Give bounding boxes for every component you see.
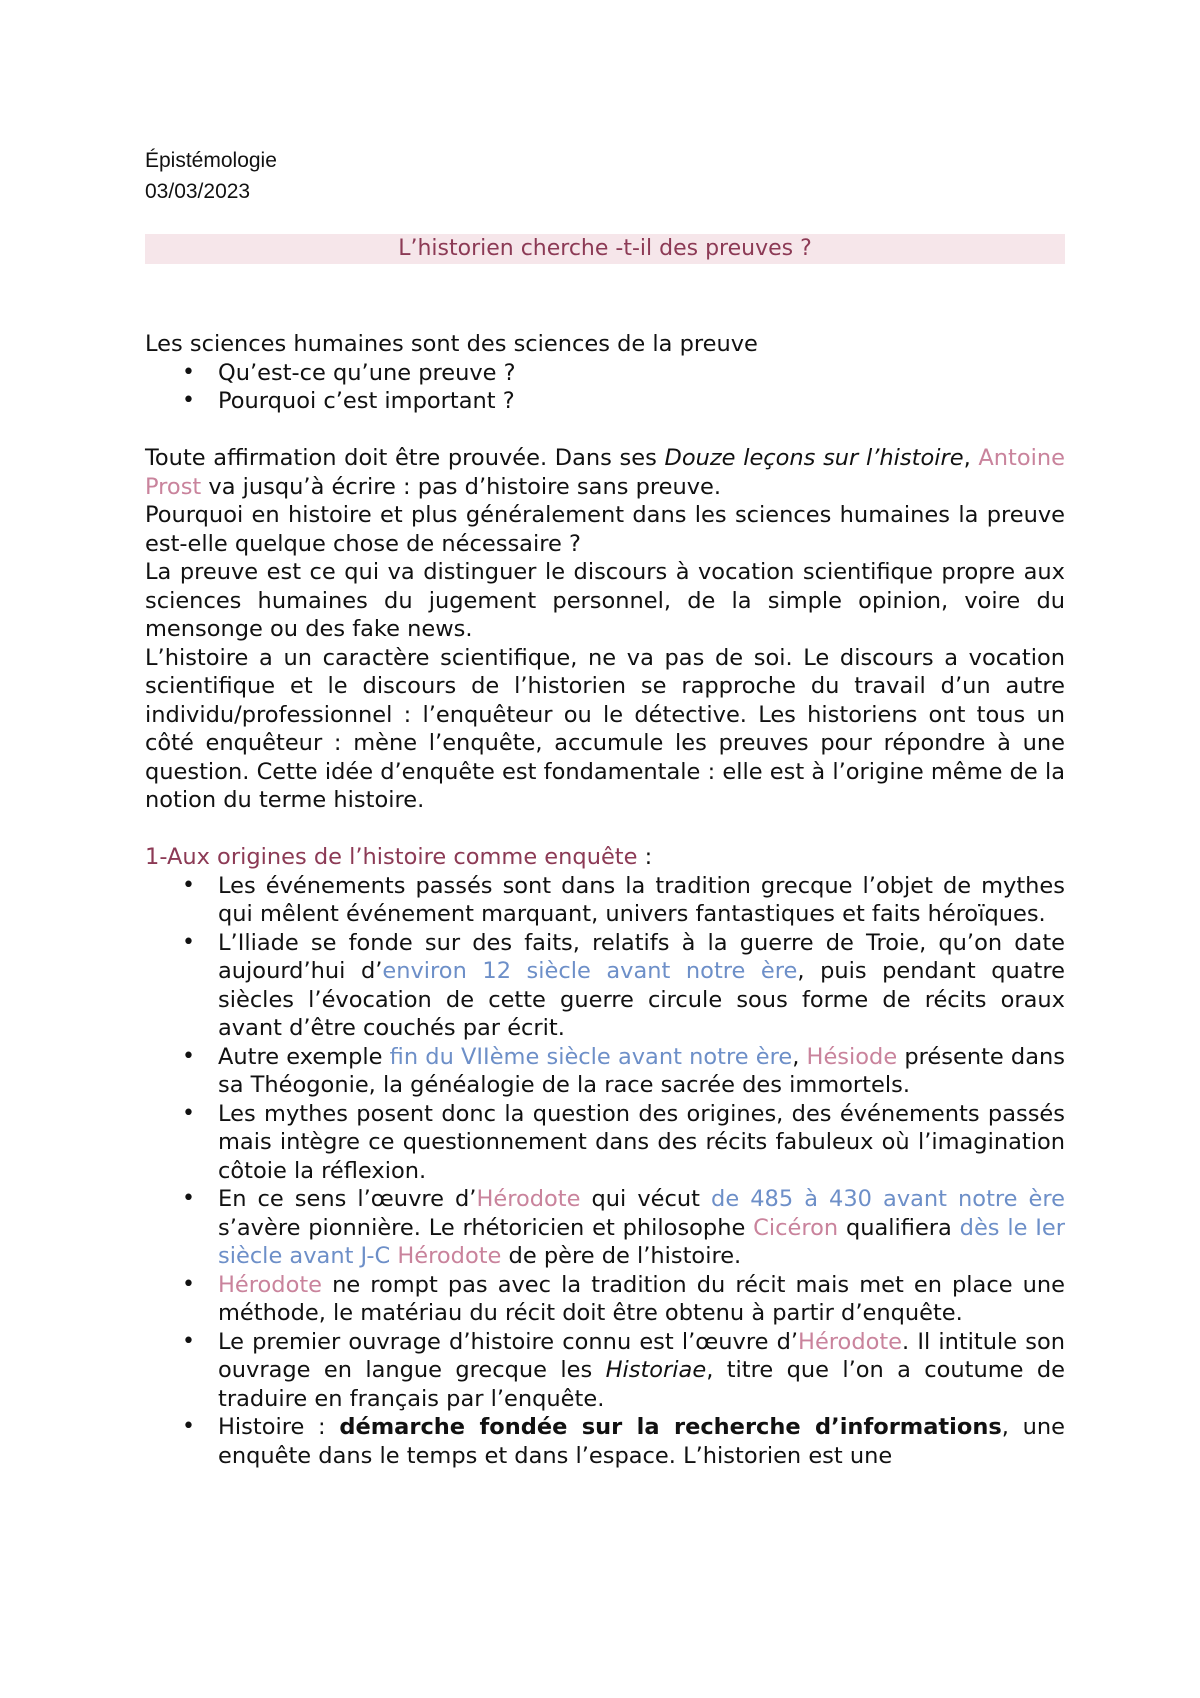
document-page xyxy=(145,145,1065,1470)
date-highlight: de 485 à 430 avant notre ère xyxy=(711,1186,1065,1212)
section-bullet: • Les événements passés sont dans la tradition grecque l’objet de mythes qui mêlent événement marquant, univers fantastiques et faits héroïques. xyxy=(145,872,1065,929)
section-bullet xyxy=(145,1185,1065,1271)
document-header xyxy=(145,145,1065,207)
paragraph-4: L’histoire a un caractère scientifique, ne va pas de soi. Le discours a vocation scientifique et le discours de l’historien se rapproche du travail d’un autre individu/professionnel : l’enquêteur ou le détective. Les historiens ont tous un côté enquêteur : mène l’enquête, accumule les preuves pour répondre à une question. Cette idée d’enquête est fondamentale : elle est à l’origine même de la notion du terme histoire. xyxy=(145,644,1065,813)
bold-text: démarche fondée sur la recherche d’informations xyxy=(339,1414,1002,1440)
section-bullet xyxy=(145,1328,1065,1414)
date-highlight: environ 12 siècle avant notre ère xyxy=(382,958,798,984)
person-name: Hérodote xyxy=(798,1328,903,1355)
section-bullet: • Les mythes posent donc la question des origines, des événements passés mais intègre ce questionnement dans des récits fabuleux où l’imagination côtoie la réflexion. xyxy=(145,1100,1065,1186)
person-name: Cicéron xyxy=(753,1214,839,1241)
text-run: ne rompt pas avec la tradition du récit mais met en place une méthode, le matériau du récit doit être obtenu à partir d’enquête. xyxy=(218,1271,1065,1326)
section-heading-text: 1-Aux origines de l’histoire comme enquête xyxy=(145,844,638,870)
text-run: , titre que l’on a coutume de traduire en français par l’enquête. xyxy=(218,1357,1065,1412)
text-run: présente dans sa Théogonie, la généalogie de la race sacrée des immortels. xyxy=(218,1043,1065,1098)
intro-bullet-list xyxy=(145,359,1065,416)
text-run: va jusqu’à écrire : pas d’histoire sans preuve. xyxy=(201,473,722,500)
person-name: Hésiode xyxy=(806,1043,898,1070)
date-highlight: fin du VIIème siècle avant notre ère xyxy=(389,1043,793,1070)
section-bullet-list xyxy=(145,872,1065,1471)
text-run: Histoire : xyxy=(218,1414,340,1440)
section-bullet xyxy=(145,1413,1065,1470)
text-run: qualifiera xyxy=(838,1214,960,1241)
section-heading xyxy=(145,843,1065,872)
person-name: Hérodote xyxy=(218,1271,322,1298)
work-title: Historiae xyxy=(605,1357,707,1383)
text-run: , une enquête dans le temps et dans l’espace. L’historien est une xyxy=(218,1414,1065,1469)
subject-label: Épistémologie xyxy=(145,149,277,172)
text-run: L’Iliade se fonde sur des faits, relatifs à la guerre de Troie, qu’on date aujourd’hui d’ xyxy=(218,929,1065,984)
text-run: , xyxy=(792,1043,807,1070)
paragraph-2: Pourquoi en histoire et plus généralement dans les sciences humaines la preuve est-elle quelque chose de nécessaire ? xyxy=(145,502,1065,557)
person-name: Hérodote xyxy=(476,1186,581,1212)
text-run: Le premier ouvrage d’histoire connu est l’œuvre d’ xyxy=(218,1328,799,1355)
section-bullet xyxy=(145,1043,1065,1100)
text-run: de père de l’histoire. xyxy=(501,1243,742,1269)
author-name: Antoine Prost xyxy=(145,445,1065,500)
text-run: En ce sens l’œuvre d’ xyxy=(218,1186,477,1212)
paragraph-3: La preuve est ce qui va distinguer le discours à vocation scientifique propre aux sciences humaines du jugement personnel, de la simple opinion, voire du mensonge ou des fake news. xyxy=(145,559,1065,642)
intro-bullet: • Pourquoi c’est important ? xyxy=(145,387,1065,416)
book-title: Douze leçons sur l’histoire xyxy=(664,445,964,471)
text-run: . Il intitule son ouvrage en langue grecque les xyxy=(218,1328,1065,1383)
text-run: Autre exemple xyxy=(218,1043,390,1070)
intro-line: Les sciences humaines sont des sciences de la preuve xyxy=(145,331,758,357)
document-title: L’historien cherche -t-il des preuves ? xyxy=(145,234,1065,264)
section-bullet xyxy=(145,929,1065,1043)
date-highlight: dès le Ier siècle avant J-C xyxy=(218,1214,1065,1269)
date-label: 03/03/2023 xyxy=(145,180,251,203)
text-run: : xyxy=(637,844,653,870)
text-run: , puis pendant quatre siècles l’évocation de cette guerre circule sous forme de récits oraux avant d’être couchés par écrit. xyxy=(218,958,1065,1041)
text-run: , xyxy=(963,445,979,471)
intro-bullet: • Qu’est-ce qu’une preuve ? xyxy=(145,359,1065,388)
text-run: Toute affirmation doit être prouvée. Dans ses xyxy=(145,445,665,471)
text-run: s’avère pionnière. Le rhétoricien et philosophe xyxy=(218,1214,754,1241)
paragraph-1 xyxy=(145,444,1065,501)
section-bullet xyxy=(145,1271,1065,1328)
text-run: qui vécut xyxy=(580,1186,712,1212)
person-name: Hérodote xyxy=(397,1243,502,1269)
